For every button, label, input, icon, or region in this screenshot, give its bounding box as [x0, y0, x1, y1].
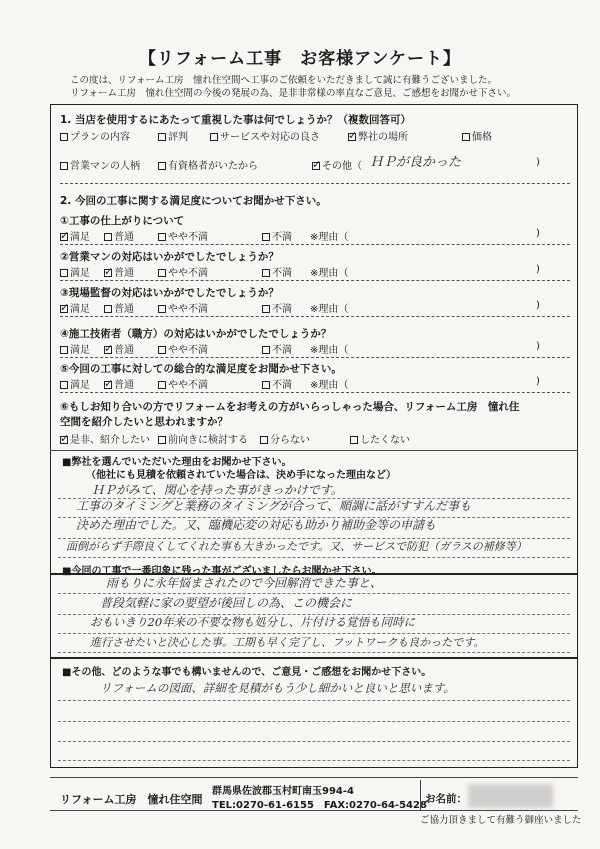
section3-heading: ■弊社を選んでいただいた理由をお聞かせ下さい。 — [62, 457, 292, 468]
checkbox[interactable] — [462, 133, 470, 141]
checkbox-checked[interactable] — [60, 305, 68, 313]
checkbox[interactable] — [262, 233, 270, 241]
ruled-line — [58, 700, 570, 701]
q1-other-handwritten: ＨＰが良かった — [370, 155, 462, 170]
checkbox[interactable] — [60, 346, 68, 354]
q2-sub-3-option-1[interactable]: ✓満足 — [60, 300, 90, 315]
intro-text — [70, 74, 580, 100]
footer-bottom-rule — [50, 810, 578, 811]
q6-title-line-1: ⑥もしお知り合いの方でリフォームをお考えの方がいらっしゃった場合、リフォーム工房 憧れ住 — [60, 401, 520, 413]
checkbox[interactable] — [60, 133, 68, 141]
q2-sub-3-reason-close: ) — [536, 300, 540, 311]
q2-sub-5-option-4[interactable]: 不満 — [262, 376, 292, 391]
checkbox-checked[interactable] — [104, 269, 112, 277]
checkbox-checked[interactable] — [348, 133, 356, 141]
q2-sub-5-option-1[interactable]: 満足 — [60, 376, 90, 391]
q2-divider — [60, 280, 570, 281]
survey-title: 【リフォーム工事 お客様アンケート】 — [138, 49, 462, 69]
q2-sub-3-option-2[interactable]: 普通 — [104, 300, 134, 315]
q2-sub-1-option-4[interactable]: 不満 — [262, 228, 292, 243]
q2-sub-1-title: ①工事の仕上がりについて — [60, 215, 185, 227]
checkbox-checked[interactable] — [104, 381, 112, 389]
q2-sub-1-reason-label: ※理由（ — [310, 232, 349, 243]
q1-option-plan[interactable]: プランの内容 — [60, 128, 130, 143]
checkbox[interactable] — [60, 381, 68, 389]
q6-option-consider[interactable]: 前向きに検討する — [158, 431, 248, 446]
checkbox[interactable] — [158, 381, 166, 389]
checkbox[interactable] — [60, 162, 68, 170]
s4-line-1: 雨もりに永年悩まされたので今回解消できた事と、 — [106, 576, 383, 590]
q2-title: 2. 今回の工事に関する満足度についてお聞かせ下さい。 — [60, 195, 327, 207]
footer-top-rule — [50, 777, 578, 778]
checkbox[interactable] — [350, 436, 358, 444]
q1-option-price[interactable]: 価格 — [462, 128, 492, 143]
checkbox[interactable] — [262, 305, 270, 313]
footer-divider — [420, 780, 421, 810]
s4-line-2: 普段気軽に家の要望が後回しの為、この機会に — [100, 596, 353, 610]
checkbox[interactable] — [158, 233, 166, 241]
q2-sub-2-option-3[interactable]: やや不満 — [158, 264, 208, 279]
q2-sub-2-option-4[interactable]: 不満 — [262, 264, 292, 279]
q2-sub-2-reason-label: ※理由（ — [310, 268, 349, 279]
q2-sub-5-reason-label: ※理由（ — [310, 380, 349, 391]
checkbox[interactable] — [262, 269, 270, 277]
q1-option-service[interactable]: サービスや対応の良さ — [210, 128, 320, 143]
q2-sub-3-reason-label: ※理由（ — [310, 304, 349, 315]
checkbox[interactable] — [158, 346, 166, 354]
checkbox[interactable] — [210, 133, 218, 141]
q1-divider — [60, 183, 570, 184]
section4-heading: ■今回の工事で一番印象に残った事がございましたらお聞かせ下さい。 — [62, 566, 382, 577]
q2-divider — [60, 357, 570, 358]
q6-option-unsure[interactable]: 分らない — [260, 431, 310, 446]
q6-option-yes[interactable]: ✓是非、紹介したい — [60, 431, 150, 446]
q2-sub-1-option-2[interactable]: 普通 — [104, 228, 134, 243]
name-label: お名前： — [425, 793, 467, 805]
s4-line-3: おもいきり20年来の不要な物も処分し、片付ける覚悟も同時に — [90, 615, 416, 629]
checkbox[interactable] — [104, 305, 112, 313]
q1-option-qualified[interactable]: 有資格者がいたから — [158, 157, 258, 172]
q1-option-other[interactable]: ✓ その他（ — [312, 157, 362, 172]
q2-sub-4-title: ④施工技術者（職方）の対応はいかがでしたでしょうか？ — [60, 328, 332, 340]
q2-sub-3-option-3[interactable]: やや不満 — [158, 300, 208, 315]
intro-line-1: この度は、リフォーム工房 憧れ住空間へ工事のご依頼をいただきまして誠に有難うございました。 — [70, 75, 498, 86]
q2-sub-4-reason-close: ) — [536, 341, 540, 352]
q2-sub-1-option-1[interactable]: ✓満足 — [60, 228, 90, 243]
q2-sub-1-reason-close: ) — [536, 228, 540, 239]
checkbox[interactable] — [262, 346, 270, 354]
thanks-text: ご協力頂きまして有難う御座いました — [420, 815, 582, 826]
q6-option-no[interactable]: したくない — [350, 431, 410, 446]
q1-option-reputation[interactable]: 評判 — [158, 128, 188, 143]
ruled-line — [58, 652, 570, 653]
q2-sub-3-option-4[interactable]: 不満 — [262, 300, 292, 315]
q2-divider — [60, 316, 570, 317]
ruled-line — [58, 741, 570, 742]
footer-tel-fax: TEL:0270-61-6155 FAX:0270-64-5428 — [212, 800, 427, 811]
section3-subheading: （他社にも見積を依頼されていた場合は、決め手になった理由など） — [86, 470, 396, 481]
checkbox[interactable] — [60, 269, 68, 277]
q2-sub-5-title: ⑤今回の工事に対しての総合的な満足度をお聞かせ下さい。 — [60, 363, 342, 375]
q2-sub-5-reason-close: ) — [536, 376, 540, 387]
section5-heading: ■その他、どのような事でも構いませんので、ご意見・ご感想をお聞かせ下さい。 — [62, 667, 432, 678]
ruled-line — [58, 557, 570, 558]
q2-sub-2-option-1[interactable]: 満足 — [60, 264, 90, 279]
s5-line-1: リフォームの図面、詳細を見積がもう少し細かいと良いと思います。 — [100, 681, 456, 695]
checkbox-checked[interactable] — [60, 233, 68, 241]
checkbox[interactable] — [158, 162, 166, 170]
s3-line-1: ＨＰがみて、関心を持った事がきっかけです。 — [92, 483, 343, 497]
q1-option-location[interactable]: ✓ 弊社の場所 — [348, 128, 408, 143]
q2-sub-2-option-2[interactable]: ✓ 普通 — [104, 264, 134, 279]
checkbox[interactable] — [158, 269, 166, 277]
s3-line-3: 決めた理由でした。又、臨機応変の対応も助かり補助金等の申請も — [76, 518, 437, 532]
q1-other-close: ) — [536, 157, 540, 168]
checkbox-checked[interactable] — [312, 162, 320, 170]
q2-sub-4-option-2[interactable]: ✓ 普通 — [104, 341, 134, 356]
s4-line-4: 進行させたいと決心した事。工期も早く完了し、フットワークも良かったです。 — [90, 636, 485, 649]
s3-line-4: 面倒がらず手際良くしてくれた事も大きかったです。又、サービスで防犯（ガラスの補修等） — [66, 540, 527, 553]
ruled-line — [58, 760, 570, 761]
footer-company: リフォーム工房 憧れ住空間 — [60, 793, 203, 806]
intro-line-2: リフォーム工房 憧れ住空間の今後の発展の為、是非非常様の率直なご意見、ご感想をお聞かせ下さい。 — [70, 88, 517, 99]
checkbox[interactable] — [104, 233, 112, 241]
checkbox-checked[interactable] — [104, 346, 112, 354]
q2-sub-4-reason-label: ※理由（ — [310, 345, 349, 356]
s3-line-2: 工事のタイミングと業務のタイミングが合って、順調に話がすすんだ事も — [76, 499, 472, 513]
checkbox[interactable] — [158, 305, 166, 313]
q1-option-salesman[interactable]: 営業マンの人柄 — [60, 157, 140, 172]
q2-sub-3-title: ③現場監督の対応はいかがでしたでしょうか？ — [60, 287, 279, 299]
q6-title-line-2: 空間を紹介したいと思われますか？ — [60, 416, 228, 428]
q2-sub-4-option-3[interactable]: やや不満 — [158, 341, 208, 356]
q2-sub-1-option-3[interactable]: やや不満 — [158, 228, 208, 243]
checkbox[interactable] — [260, 436, 268, 444]
name-redacted — [468, 784, 553, 808]
footer-address: 群馬県佐波郡玉村町南玉994-4 — [212, 786, 354, 797]
q2-sub-2-title: ②営業マンの対応はいかがでしたでしょうか？ — [60, 251, 279, 263]
q2-sub-5-option-2[interactable]: ✓ 普通 — [104, 376, 134, 391]
section3-top-rule — [50, 450, 578, 451]
q2-sub-4-option-1[interactable]: 満足 — [60, 341, 90, 356]
checkbox[interactable] — [262, 381, 270, 389]
checkbox[interactable] — [158, 133, 166, 141]
q2-divider — [60, 244, 570, 245]
checkbox-checked[interactable] — [60, 436, 68, 444]
q2-divider — [60, 392, 570, 393]
ruled-line — [58, 721, 570, 722]
q2-sub-2-reason-close: ) — [536, 264, 540, 275]
q2-sub-4-option-4[interactable]: 不満 — [262, 341, 292, 356]
q1-title: 1. 当店を使用するにあたって重視した事は何でしょうか？（複数回答可） — [60, 114, 411, 126]
q2-sub-5-option-3[interactable]: やや不満 — [158, 376, 208, 391]
checkbox[interactable] — [158, 436, 166, 444]
